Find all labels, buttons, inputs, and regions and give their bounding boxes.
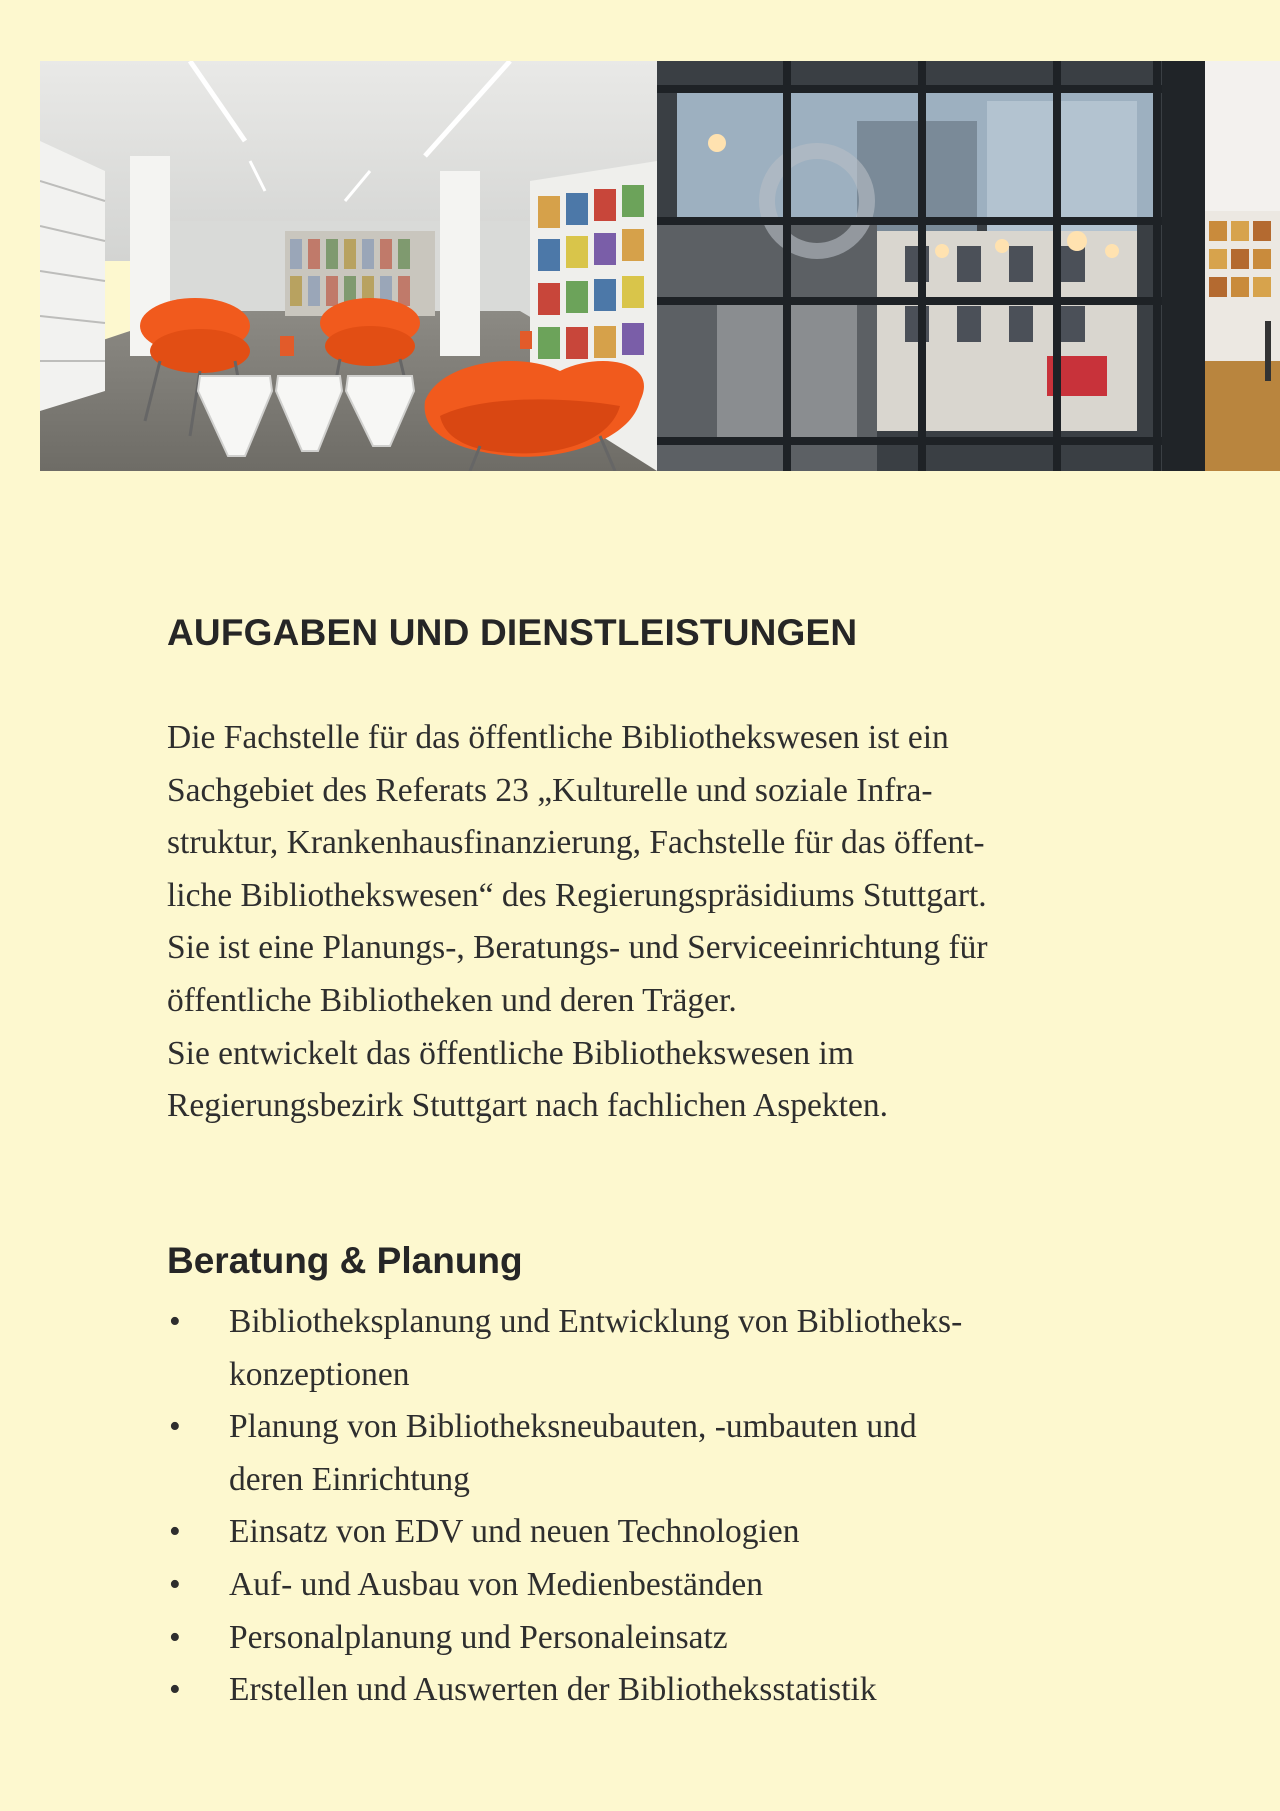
list-item-line: Einsatz von EDV und neuen Technologien: [229, 1513, 800, 1551]
photo-icon: [40, 61, 657, 471]
photo-strip: [40, 61, 1280, 471]
list-item-line: deren Einrichtung: [229, 1460, 470, 1498]
intro-line: Sie ist eine Planungs-, Beratungs- und Serviceeinrichtung für: [167, 929, 988, 967]
bullet-icon: •: [169, 1513, 181, 1551]
library-facade-photo: [657, 61, 1205, 471]
bullet-icon: •: [169, 1618, 181, 1656]
list-item-line: Bibliotheksplanung und Entwicklung von Bibliotheks-: [229, 1303, 963, 1340]
intro-line: Sachgebiet des Referats 23 „Kulturelle und soziale Infra-: [167, 771, 933, 809]
bullet-icon: •: [169, 1408, 181, 1446]
list-item: [167, 1296, 1167, 1401]
list-item-line: Planung von Bibliotheksneubauten, -umbauten und: [229, 1408, 917, 1446]
photo-icon: [657, 61, 1205, 471]
list-item: [167, 1401, 1167, 1506]
list-item: [167, 1664, 1167, 1717]
intro-paragraph: [167, 712, 1167, 1133]
reading-room-photo: [1205, 61, 1280, 471]
section-heading: AUFGABEN UND DIENSTLEISTUNGEN: [167, 612, 858, 653]
intro-line: struktur, Krankenhausfinanzierung, Fachstelle für das öffent-: [167, 824, 985, 862]
list-item-line: konzeptionen: [229, 1355, 410, 1393]
bullet-icon: •: [169, 1303, 181, 1340]
list-item-line: Erstellen und Auswerten der Bibliotheksstatistik: [229, 1671, 877, 1709]
library-interior-photo: [40, 61, 657, 471]
list-item-line: Personalplanung und Personaleinsatz: [229, 1618, 728, 1656]
list-item: [167, 1506, 1167, 1559]
intro-line: Die Fachstelle für das öffentliche Bibliothekswesen ist ein: [167, 719, 949, 756]
list-item-line: Auf- und Ausbau von Medienbeständen: [229, 1565, 764, 1603]
intro-line: Sie entwickelt das öffentliche Bibliothekswesen im: [167, 1034, 854, 1072]
beratung-list: [167, 1296, 1167, 1717]
beratung-heading: Beratung & Planung: [167, 1240, 523, 1281]
list-item: [167, 1559, 1167, 1612]
intro-line: öffentliche Bibliotheken und deren Träger.: [167, 981, 737, 1019]
list-item: [167, 1612, 1167, 1665]
intro-line: liche Bibliothekswesen“ des Regierungspräsidiums Stuttgart.: [167, 876, 987, 914]
photo-icon: [1205, 61, 1280, 471]
bullet-icon: •: [169, 1671, 181, 1709]
bullet-icon: •: [169, 1565, 181, 1603]
intro-line: Regierungsbezirk Stuttgart nach fachlichen Aspekten.: [167, 1087, 888, 1125]
